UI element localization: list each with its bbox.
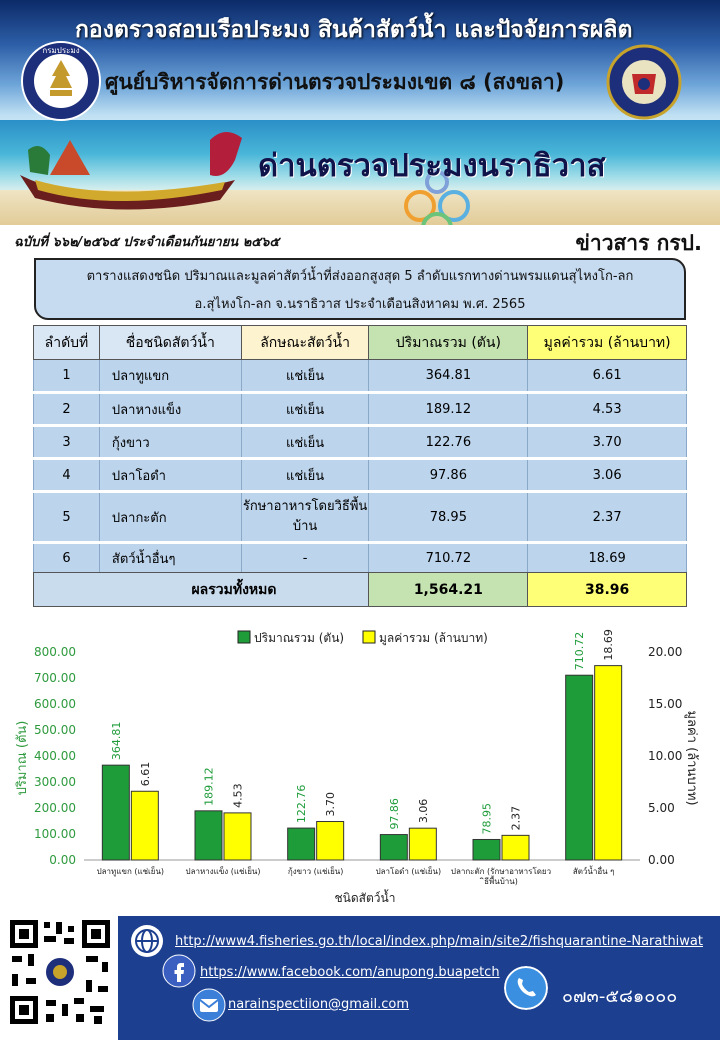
value-data-label: 3.06 [416, 798, 430, 824]
email-link[interactable]: narainspectiion@gmail.com [228, 997, 410, 1012]
total-value: 38.96 [528, 573, 687, 607]
legend-label-value: มูลค่ารวม (ล้านบาท) [379, 631, 488, 645]
header-name: ชื่อชนิดสัตว์น้ำ [99, 326, 241, 360]
y-axis-title: ปริมาณ (ตัน) [15, 720, 30, 796]
cell-rank: 4 [34, 459, 100, 492]
cell-type: แช่เย็น [241, 360, 369, 393]
value-bar [317, 822, 344, 860]
x-tick-label: ปลากะตัก (รักษาอาหารโดยวิธีพื้นบ้าน) [450, 867, 552, 886]
cell-name: ปลาโอดำ [99, 459, 241, 492]
legend-label-qty: ปริมาณรวม (ตัน) [254, 631, 345, 645]
table-header-row [34, 326, 687, 360]
cell-rank: 6 [34, 543, 100, 573]
value-bar [131, 791, 158, 860]
total-qty: 1,564.21 [369, 573, 528, 607]
cell-rank: 3 [34, 426, 100, 459]
y-tick-label: 300.00 [34, 775, 76, 789]
y-tick-label: 500.00 [34, 723, 76, 737]
cell-rank: 1 [34, 360, 100, 393]
value-bar [595, 666, 622, 860]
cell-type: แช่เย็น [241, 459, 369, 492]
x-axis-title: ชนิดสัตว์น้ำ [334, 891, 396, 905]
qty-data-label: 97.86 [387, 798, 401, 830]
qty-bar [380, 835, 407, 860]
qty-bar [288, 828, 315, 860]
news-title: ข่าวสาร กรป. [575, 231, 702, 255]
export-table [33, 325, 687, 607]
y2-tick-label: 0.00 [648, 853, 675, 867]
facebook-link[interactable]: https://www.facebook.com/anupong.buapetch [200, 965, 500, 980]
y2-tick-label: 5.00 [648, 801, 675, 815]
center-title: ศูนย์บริหารจัดการด่านตรวจประมงเขต ๘ (สงขลา) [105, 70, 565, 94]
x-tick-label: ปลาทูแขก (แช่เย็น) [96, 867, 165, 876]
x-tick-label: กุ้งขาว (แช่เย็น) [287, 867, 344, 876]
x-tick-label: ปลาโอดำ (แช่เย็น) [375, 867, 442, 876]
svg-text:กรมประมง: กรมประมง [42, 46, 80, 55]
cell-type: แช่เย็น [241, 426, 369, 459]
header-banner [0, 0, 720, 225]
qty-data-label: 189.12 [202, 767, 216, 806]
department-title: กองตรวจสอบเรือประมง สินค้าสัตว์น้ำ และปัจจัยการผลิต [75, 17, 633, 43]
cell-qty: 710.72 [369, 543, 528, 573]
header-rank: ลำดับที่ [34, 326, 100, 360]
table-row [34, 459, 687, 492]
cell-qty: 189.12 [369, 393, 528, 426]
export-bar-chart [0, 618, 720, 910]
x-tick-label: ปลาหางแข็ง (แช่เย็น) [185, 867, 261, 876]
cell-qty: 364.81 [369, 360, 528, 393]
table-row [34, 393, 687, 426]
caption-line-1: ตารางแสดงชนิด ปริมาณและมูลค่าสัตว์น้ำที่ส่งออกสูงสุด 5 ลำดับแรกทางด่านพรมแดนสุไหงโก-ลก [86, 269, 634, 284]
y-tick-label: 400.00 [34, 749, 76, 763]
cell-rank: 5 [34, 492, 100, 543]
cell-type: รักษาอาหารโดยวิธีพื้นบ้าน [241, 492, 369, 543]
cell-name: ปลากะตัก [99, 492, 241, 543]
value-data-label: 4.53 [231, 783, 245, 808]
cell-value: 2.37 [528, 492, 687, 543]
cell-value: 18.69 [528, 543, 687, 573]
value-bar [502, 835, 529, 860]
value-bar [224, 813, 251, 860]
legend-swatch-value [363, 631, 375, 643]
chart-legend [238, 631, 488, 646]
cell-value: 3.70 [528, 426, 687, 459]
table-row [34, 492, 687, 543]
email-icon [192, 988, 226, 1022]
fishery-inspection-logo-icon [606, 40, 682, 124]
legend-swatch-qty [238, 631, 250, 643]
table-row [34, 360, 687, 393]
cell-name: ปลาทูแขก [99, 360, 241, 393]
issue-line: ฉบับที่ ๖๖๒/๒๕๖๕ ประจำเดือนกันยายน ๒๕๖๕ [14, 235, 280, 250]
total-row [34, 573, 687, 607]
y-tick-label: 200.00 [34, 801, 76, 815]
x-tick-label: สัตว์น้ำอื่น ๆ [572, 867, 615, 876]
cell-qty: 122.76 [369, 426, 528, 459]
caption-line-2: อ.สุไหงโก-ลก จ.นราธิวาส ประจำเดือนสิงหาคม พ.ศ. 2565 [194, 297, 526, 312]
qty-data-label: 710.72 [573, 631, 587, 671]
cell-qty: 78.95 [369, 492, 528, 543]
value-data-label: 18.69 [602, 629, 616, 661]
facebook-icon [162, 954, 196, 988]
table-row [34, 426, 687, 459]
cell-name: ปลาหางแข็ง [99, 393, 241, 426]
y2-axis-title: มูลค่า (ล้านบาท) [684, 710, 699, 806]
value-bar [409, 828, 436, 860]
value-data-label: 3.70 [324, 792, 338, 817]
cell-name: สัตว์น้ำอื่นๆ [99, 543, 241, 573]
boat-icon [10, 120, 250, 215]
y-tick-label: 600.00 [34, 697, 76, 711]
fisheries-logo-icon [20, 40, 102, 122]
qty-data-label: 122.76 [295, 784, 309, 824]
y2-tick-label: 20.00 [648, 645, 683, 659]
table-row [34, 543, 687, 573]
y2-tick-label: 15.00 [648, 697, 683, 711]
header-qty: ปริมาณรวม (ตัน) [369, 326, 528, 360]
y-tick-label: 0.00 [49, 853, 76, 867]
y-tick-label: 800.00 [34, 645, 76, 659]
website-link[interactable]: http://www4.fisheries.go.th/local/index.php/main/site2/fishquarantine-Narathiwat [175, 934, 703, 949]
qr-code-icon[interactable] [6, 916, 114, 1028]
qty-data-label: 364.81 [109, 721, 123, 761]
checkpoint-title: ด่านตรวจประมงนราธิวาส [258, 148, 606, 184]
cell-type: แช่เย็น [241, 393, 369, 426]
value-data-label: 2.37 [509, 805, 523, 831]
cell-value: 4.53 [528, 393, 687, 426]
qty-bar [195, 811, 222, 860]
header-value: มูลค่ารวม (ล้านบาท) [528, 326, 687, 360]
cell-rank: 2 [34, 393, 100, 426]
y2-tick-label: 10.00 [648, 749, 683, 763]
header-type: ลักษณะสัตว์น้ำ [241, 326, 369, 360]
qty-data-label: 78.95 [480, 802, 494, 835]
y-tick-label: 700.00 [34, 671, 76, 685]
cell-type: - [241, 543, 369, 573]
table-caption [34, 258, 686, 320]
cell-value: 3.06 [528, 459, 687, 492]
qty-bar [102, 765, 129, 860]
y-tick-label: 100.00 [34, 827, 76, 841]
qty-bar [566, 675, 593, 860]
cell-value: 6.61 [528, 360, 687, 393]
cell-name: กุ้งขาว [99, 426, 241, 459]
phone-number[interactable]: ๐๗๓-๕๘๑๐๐๐ [562, 986, 678, 1007]
total-label: ผลรวมทั้งหมด [34, 573, 369, 607]
value-data-label: 6.61 [138, 761, 152, 787]
phone-icon [504, 966, 548, 1010]
globe-icon [130, 924, 164, 958]
chart-bars [102, 629, 621, 860]
cell-qty: 97.86 [369, 459, 528, 492]
qty-bar [473, 839, 500, 860]
